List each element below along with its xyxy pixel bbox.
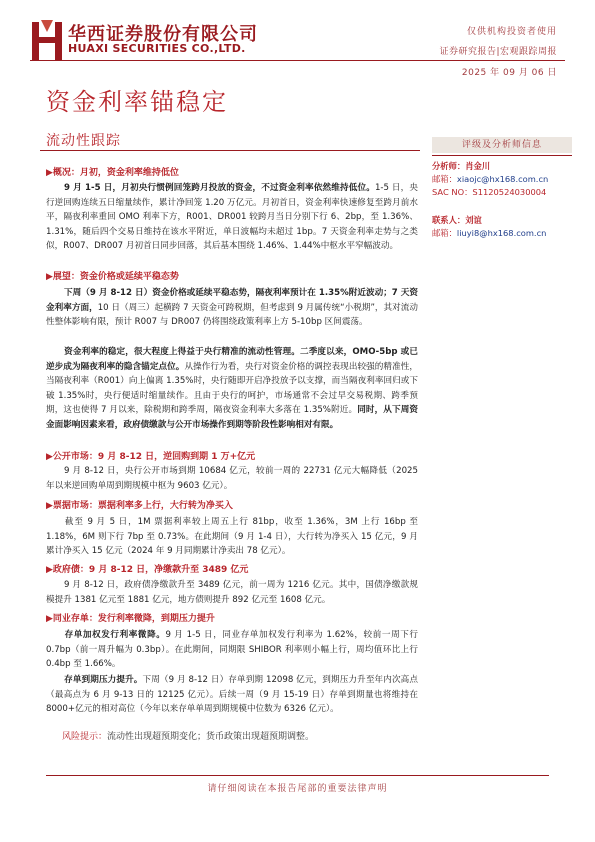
section-heading-outlook: ▶展望：资金价格或延续平稳态势 (46, 272, 179, 282)
email-label: 邮箱： (432, 228, 457, 238)
risk-text: 流动性出现超预期变化；货币政策出现超预期调整。 (107, 732, 315, 742)
outlook-paragraph: 下周（9 月 8-12 日）资金价格或延续平稳态势，隔夜利率预计在 1.35%附近波动；7 天资金利率方面，10 日（周三）起横跨 7 天资金可跨税期，但考虑到 9 月属传统“小税期”，其对流动性整体影响有限，预计 R007 与 DR007 仍将围绕政策利率上方 5-10bp 区间震荡。 (46, 288, 418, 328)
ncd-maturity-paragraph: 存单到期压力提升。下周（9 月 8-12 日）存单到期 12098 亿元，到期压力升至年内次高点（最高点为 6 月 9-13 日的 12125 亿元）。后续一周（9 月 15-19 日）存单到期量也将维持在 8000+亿元的相对高位（今年以来存单单周到期规模中位数为 6326 亿元）。 (46, 675, 418, 715)
triangle-bullet-icon: ▶ (46, 168, 53, 178)
policy-analysis-paragraph: 资金利率的稳定，很大程度上得益于央行精准的流动性管理。二季度以来，OMO-5bp 或已逆步成为隔夜利率的隐含锚定点位。从操作行为看，央行对资金价格的调控表现出较强的精准性，当隔夜利率（R001）向上偏离 1.35%时，央行随即开启净投放予以支撑，而当隔夜利率回归或下破 1.35%时，央行便适时缩量续作。且由于央行的呵护，市场通常不会过早交易税期、跨季预期，这也使得 7 月以来，除税期和跨季周，隔夜资金利率大多落在 1.35%附近。同时，从下周资金面影响因素来看，政府债缴款与公开市场操作到期等阶段性影响相对有限。 (46, 347, 418, 430)
report-date: 2025 年 09 月 06 日 (461, 68, 557, 78)
contact-email-row (432, 227, 546, 239)
legal-disclaimer-notice: 请仔细阅读在本报告尾部的重要法律声明 (207, 784, 388, 794)
contact-label: 联系人： (432, 215, 466, 225)
sac-number: S1120524030004 (472, 187, 547, 197)
section-heading-ncd: ▶同业存单：发行利率微降，到期压力提升 (46, 614, 215, 624)
email-label: 邮箱： (432, 174, 457, 184)
triangle-bullet-icon: ▶ (46, 501, 53, 511)
subtitle-divider (40, 150, 420, 151)
triangle-bullet-icon: ▶ (46, 452, 53, 462)
risk-warning (62, 729, 314, 742)
sac-row (432, 186, 546, 198)
company-name-cn: 华西证券股份有限公司 (68, 24, 258, 45)
contact-name: 刘谊 (465, 215, 482, 225)
section-heading-overview: ▶概况：月初，资金利率维持低位 (46, 168, 179, 178)
sidebar-divider (432, 155, 572, 156)
analyst-email-link[interactable]: xiaojc@hx168.com.cn (456, 174, 549, 184)
triangle-bullet-icon: ▶ (46, 614, 53, 624)
risk-label: 风险提示： (62, 732, 108, 742)
gov-bonds-paragraph: 9 月 8-12 日，政府债净缴款升至 3489 亿元，前一周为 1216 亿元。其中，国债净缴款规模提升 1381 亿元至 1881 亿元，地方债则提升 892 亿元至 1608 亿元。 (46, 580, 418, 605)
section-heading-bill-market: ▶票据市场：票据利率多上行，大行转为净买入 (46, 501, 233, 511)
company-logo (32, 20, 62, 60)
ncd-rate-paragraph: 存单加权发行利率微降。9 月 1-5 日，同业存单加权发行利率为 1.62%，较前一周下行 0.7bp（前一周升幅为 0.3bp）。在此期间，同期限 SHIBOR 利率则小幅上行，周均值环比上行 0.4bp 至 1.66%。 (46, 630, 418, 670)
company-name-en: HUAXI SECURITIES CO.,LTD. (68, 42, 246, 55)
analyst-name: 肖金川 (465, 161, 491, 171)
section-heading-gov-bonds: ▶政府债：9 月 8-12 日，净缴款升至 3489 亿元 (46, 565, 249, 575)
header-divider (30, 60, 565, 61)
report-category: 证券研究报告|宏观跟踪周报 (439, 47, 557, 57)
analyst-label: 分析师： (432, 161, 466, 171)
section-heading-open-market: ▶公开市场：9 月 8-12 日，逆回购到期 1 万+亿元 (46, 452, 256, 462)
report-subtitle: 流动性跟踪 (46, 133, 121, 149)
analyst-row (432, 160, 490, 172)
contact-row (432, 214, 482, 226)
contact-email-link[interactable]: liuyi8@hx168.com.cn (456, 228, 547, 238)
triangle-bullet-icon: ▶ (46, 272, 53, 282)
footer-divider (46, 775, 549, 776)
analyst-email-row (432, 173, 548, 185)
bill-market-paragraph: 截至 9 月 5 日，1M 票据利率较上周五上行 81bp，收至 1.36%，3M 上行 16bp 至 1.18%，6M 则下行 7bp 至 0.73%。在此期间（9 月 1-4 日），大行转为净买入 15 亿元，9 月累计净买入 15 亿元（2024 年 9 月同期累计净卖出 78 亿元）。 (46, 517, 418, 557)
analyst-info-heading: 评级及分析师信息 (432, 137, 572, 153)
report-title: 资金利率锚稳定 (46, 88, 228, 116)
overview-paragraph: 9 月 1-5 日，月初央行惯例回笼跨月投放的资金，不过资金利率依然维持低位。1-5 日，央行逆回购连续五日缩量续作，累计净回笼 1.20 万亿元。月初首日，资金利率快速修复至跨月前水平，隔夜利率重回 OMO 利率下方，R001、DR001 较跨月当日分别下行 6、2bp，至 1.36%、1.31%，随后四个交易日维持在该水平附近，单日波幅均未超过 1bp。7 天资金利率走势与之类似，R007、DR007 月初首日同步回落，其后基本围绕 1.46%、1.44%中枢水平窄幅波动。 (46, 183, 418, 252)
triangle-bullet-icon: ▶ (46, 565, 53, 575)
open-market-paragraph: 9 月 8-12 日，央行公开市场到期 10684 亿元，较前一周的 22731 亿元大幅降低（2025 年以来逆回购单周到期规模中枢为 9603 亿元）。 (46, 466, 418, 491)
sac-label: SAC NO： (432, 187, 473, 197)
audience-note: 仅供机构投资者使用 (466, 27, 557, 37)
